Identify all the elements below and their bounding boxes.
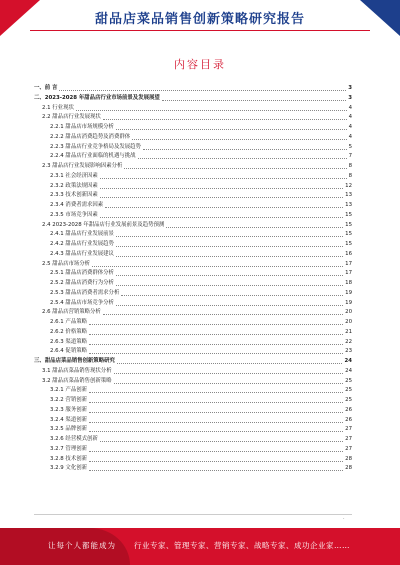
toc-entry-page: 17	[345, 270, 352, 277]
toc-entry-page: 8	[348, 172, 352, 179]
toc-entry-label: 2.6.2 价格策略	[50, 328, 87, 335]
toc-entry-label: 2.3.3 技术创新因素	[50, 192, 98, 199]
toc-entry-label: 3.2.5 品牌创新	[50, 426, 87, 433]
toc-entry-label: 2.2.1 甜品店市场规模分析	[50, 124, 114, 130]
toc-entry-label: 2.5.1 甜品店消费群体分析	[50, 270, 114, 277]
toc-entry-label: 一、前 言	[34, 85, 58, 91]
toc-entry[interactable]	[34, 133, 352, 143]
toc-entry-label: 2.3 甜品店行业发展影响因素分析	[42, 163, 123, 169]
toc-entry[interactable]	[34, 386, 352, 396]
toc-entry[interactable]	[34, 396, 352, 406]
toc-leader-dots	[138, 158, 347, 159]
toc-entry-page: 21	[345, 328, 352, 335]
toc-leader-dots	[116, 236, 343, 237]
toc-entry-page: 15	[345, 211, 352, 218]
toc-leader-dots	[132, 139, 346, 140]
toc-entry[interactable]	[34, 357, 352, 367]
toc-entry-label: 3.2.2 营销创新	[50, 397, 87, 403]
toc-entry-label: 2.1 行业现状	[42, 104, 74, 111]
toc-entry-page: 3	[348, 85, 352, 91]
toc-entry[interactable]	[34, 367, 352, 377]
toc-entry-page: 28	[345, 455, 352, 462]
toc-entry-page: 15	[345, 231, 352, 238]
toc-entry-page: 19	[345, 289, 352, 296]
toc-leader-dots	[89, 431, 343, 432]
toc-entry-page: 5	[348, 143, 352, 150]
toc-entry[interactable]	[34, 377, 352, 387]
toc-entry[interactable]	[34, 416, 352, 426]
footer-band	[0, 528, 400, 565]
toc-entry[interactable]	[34, 250, 352, 260]
toc-leader-dots	[89, 353, 343, 354]
toc-entry-label: 2.2 甜品店行业发展现状	[42, 114, 101, 121]
toc-leader-dots	[76, 110, 347, 111]
toc-entry-label: 2.3.1 社会经济因素	[50, 172, 98, 179]
toc-entry-page: 15	[345, 241, 352, 247]
toc-leader-dots	[89, 324, 343, 325]
toc-entry[interactable]	[34, 455, 352, 465]
toc-entry-page: 18	[345, 280, 352, 286]
toc-entry-page: 26	[345, 416, 352, 423]
toc-entry-page: 19	[345, 299, 352, 306]
toc-entry[interactable]	[34, 104, 352, 114]
toc-entry[interactable]	[34, 152, 352, 162]
toc-entry-label: 3.1 甜品店菜品销售现状分析	[42, 367, 112, 374]
toc-entry[interactable]	[34, 240, 352, 250]
toc-entry-label: 2.2.3 甜品店行业竞争格局及发展趋势	[50, 143, 141, 150]
report-title: 甜品店菜品销售创新策略研究报告	[94, 12, 305, 27]
toc-entry[interactable]	[34, 221, 352, 231]
toc-entry-label: 三、甜品店菜品销售创新策略研究	[34, 358, 115, 364]
toc-leader-dots	[89, 344, 343, 345]
toc-entry-label: 2.5.4 甜品店市场竞争分析	[50, 299, 114, 306]
toc-entry[interactable]	[34, 338, 352, 348]
toc-leader-dots	[89, 451, 343, 452]
toc-entry-page: 20	[345, 309, 352, 316]
toc-entry[interactable]	[34, 113, 352, 123]
page-marker: ·	[343, 516, 345, 522]
toc-entry-label: 2.3.4 消费者需求因素	[50, 202, 104, 208]
toc-leader-dots	[89, 470, 343, 471]
toc-entry[interactable]	[34, 94, 352, 104]
footer-slogan-right: 行业专家、管理专家、营销专家、战略专家、成功企业家……	[134, 541, 350, 550]
toc-entry-label: 3.2.4 渠道创新	[50, 416, 87, 423]
toc-entry[interactable]	[34, 425, 352, 435]
toc-leader-dots	[59, 90, 346, 91]
toc-entry-label: 2.2.2 甜品店消费趋势及消费群体	[50, 133, 131, 140]
toc-entry[interactable]	[34, 435, 352, 445]
table-of-contents	[34, 84, 352, 474]
toc-leader-dots	[116, 129, 347, 130]
toc-entry[interactable]	[34, 289, 352, 299]
toc-entry-label: 3.2.8 技术创新	[50, 455, 87, 462]
toc-entry-page: 12	[345, 182, 352, 189]
toc-entry[interactable]	[34, 464, 352, 474]
toc-leader-dots	[116, 246, 343, 247]
toc-entry-page: 16	[345, 250, 352, 257]
toc-leader-dots	[89, 392, 343, 393]
toc-entry[interactable]	[34, 123, 352, 133]
footer-slogan-left: 让每个人都能成为	[48, 541, 116, 550]
header-divider	[30, 30, 370, 31]
toc-entry-page: 22	[345, 338, 352, 345]
toc-entry-page: 4	[348, 114, 352, 121]
toc-leader-dots	[89, 412, 343, 413]
toc-entry[interactable]	[34, 279, 352, 289]
toc-leader-dots	[116, 256, 343, 257]
toc-entry[interactable]	[34, 230, 352, 240]
toc-entry-label: 2.5.2 甜品店消费行为分析	[50, 280, 114, 286]
toc-entry-label: 2.2.4 甜品店行业面临的机遇与挑战	[50, 153, 136, 160]
toc-entry-label: 2.6 甜品店营销策略分析	[42, 309, 101, 316]
toc-entry-label: 2.5.3 甜品店消费者需求分析	[50, 289, 120, 296]
toc-entry-page: 25	[345, 387, 352, 394]
toc-entry[interactable]	[34, 269, 352, 279]
toc-entry[interactable]	[34, 328, 352, 338]
toc-leader-dots	[89, 402, 343, 403]
toc-entry-label: 3.2.1 产品创新	[50, 387, 87, 394]
toc-leader-dots	[100, 197, 343, 198]
toc-leader-dots	[100, 441, 343, 442]
toc-entry[interactable]	[34, 318, 352, 328]
toc-entry[interactable]	[34, 445, 352, 455]
toc-entry-page: 24	[344, 358, 352, 364]
toc-entry[interactable]	[34, 299, 352, 309]
toc-leader-dots	[162, 100, 346, 101]
toc-entry-label: 2.4 2023-2028 年甜品店行业发展前景及趋势预测	[42, 221, 165, 228]
toc-entry-page: 25	[345, 377, 352, 384]
toc-leader-dots	[100, 188, 343, 189]
toc-entry-page: 23	[345, 348, 352, 355]
toc-entry-page: 15	[345, 221, 352, 228]
toc-entry-page: 20	[345, 319, 352, 325]
toc-entry-page: 27	[345, 445, 352, 452]
toc-entry-label: 二、2023-2028 年甜品店行业市场前景及发展展望	[34, 94, 160, 101]
toc-entry-label: 2.3.5 市场竞争因素	[50, 211, 98, 218]
toc-leader-dots	[114, 383, 344, 384]
toc-leader-dots	[114, 373, 344, 374]
toc-leader-dots	[116, 285, 343, 286]
toc-entry[interactable]	[34, 211, 352, 221]
toc-entry-label: 3.2 甜品店菜品销售创新策略	[42, 377, 112, 384]
toc-entry-page: 28	[345, 465, 352, 472]
toc-entry[interactable]	[34, 191, 352, 201]
toc-entry-page: 7	[348, 153, 352, 160]
toc-entry[interactable]	[34, 143, 352, 153]
toc-heading: 内容目录	[174, 58, 226, 71]
toc-entry-label: 2.4.3 甜品店行业发展建议	[50, 250, 114, 257]
toc-leader-dots	[116, 305, 343, 306]
toc-entry-label: 3.2.3 服务创新	[50, 406, 87, 413]
toc-entry-label: 2.6.1 产品策略	[50, 319, 87, 325]
toc-entry[interactable]	[34, 182, 352, 192]
toc-entry-label: 3.2.6 经营模式创新	[50, 436, 98, 442]
toc-entry-page: 25	[345, 397, 352, 403]
toc-entry-page: 13	[345, 192, 352, 199]
toc-entry-label: 3.2.7 管理创新	[50, 445, 87, 452]
toc-leader-dots	[116, 275, 343, 276]
toc-entry-label: 2.4.1 甜品店行业发展前景	[50, 231, 114, 238]
toc-entry[interactable]	[34, 260, 352, 270]
toc-entry-page: 8	[348, 163, 352, 169]
toc-entry[interactable]	[34, 84, 352, 94]
toc-entry-page: 24	[345, 367, 352, 374]
toc-leader-dots	[89, 334, 343, 335]
toc-leader-dots	[121, 295, 343, 296]
toc-entry-page: 27	[345, 426, 352, 433]
toc-leader-dots	[103, 119, 347, 120]
toc-entry[interactable]	[34, 162, 352, 172]
toc-entry-page: 13	[345, 202, 352, 208]
toc-leader-dots	[103, 314, 343, 315]
toc-entry-label: 2.5 甜品店市场分析	[42, 260, 91, 267]
toc-leader-dots	[166, 227, 343, 228]
toc-entry-page: 27	[345, 436, 352, 442]
toc-entry-label: 2.3.2 政策法规因素	[50, 182, 98, 189]
toc-entry-label: 2.4.2 甜品店行业发展趋势	[50, 241, 114, 247]
toc-entry-page: 17	[345, 260, 352, 267]
toc-leader-dots	[124, 168, 346, 169]
toc-entry-label: 3.2.9 文化创新	[50, 465, 87, 472]
toc-leader-dots	[89, 461, 343, 462]
toc-entry-page: 3	[348, 94, 352, 101]
toc-entry[interactable]	[34, 406, 352, 416]
toc-entry[interactable]	[34, 308, 352, 318]
toc-leader-dots	[89, 422, 343, 423]
toc-entry-page: 4	[348, 124, 352, 130]
toc-leader-dots	[100, 217, 343, 218]
toc-entry[interactable]	[34, 347, 352, 357]
toc-entry-label: 2.6.4 促销策略	[50, 348, 87, 355]
toc-entry[interactable]	[34, 172, 352, 182]
toc-entry-label: 2.6.3 渠道策略	[50, 338, 87, 345]
toc-entry[interactable]	[34, 201, 352, 211]
toc-entry-page: 4	[348, 133, 352, 140]
toc-leader-dots	[92, 266, 343, 267]
toc-leader-dots	[117, 363, 343, 364]
toc-entry-page: 26	[345, 406, 352, 413]
toc-leader-dots	[143, 149, 347, 150]
toc-entry-page: 4	[348, 104, 352, 111]
toc-leader-dots	[105, 207, 343, 208]
toc-leader-dots	[100, 178, 347, 179]
footer-divider	[34, 514, 352, 515]
